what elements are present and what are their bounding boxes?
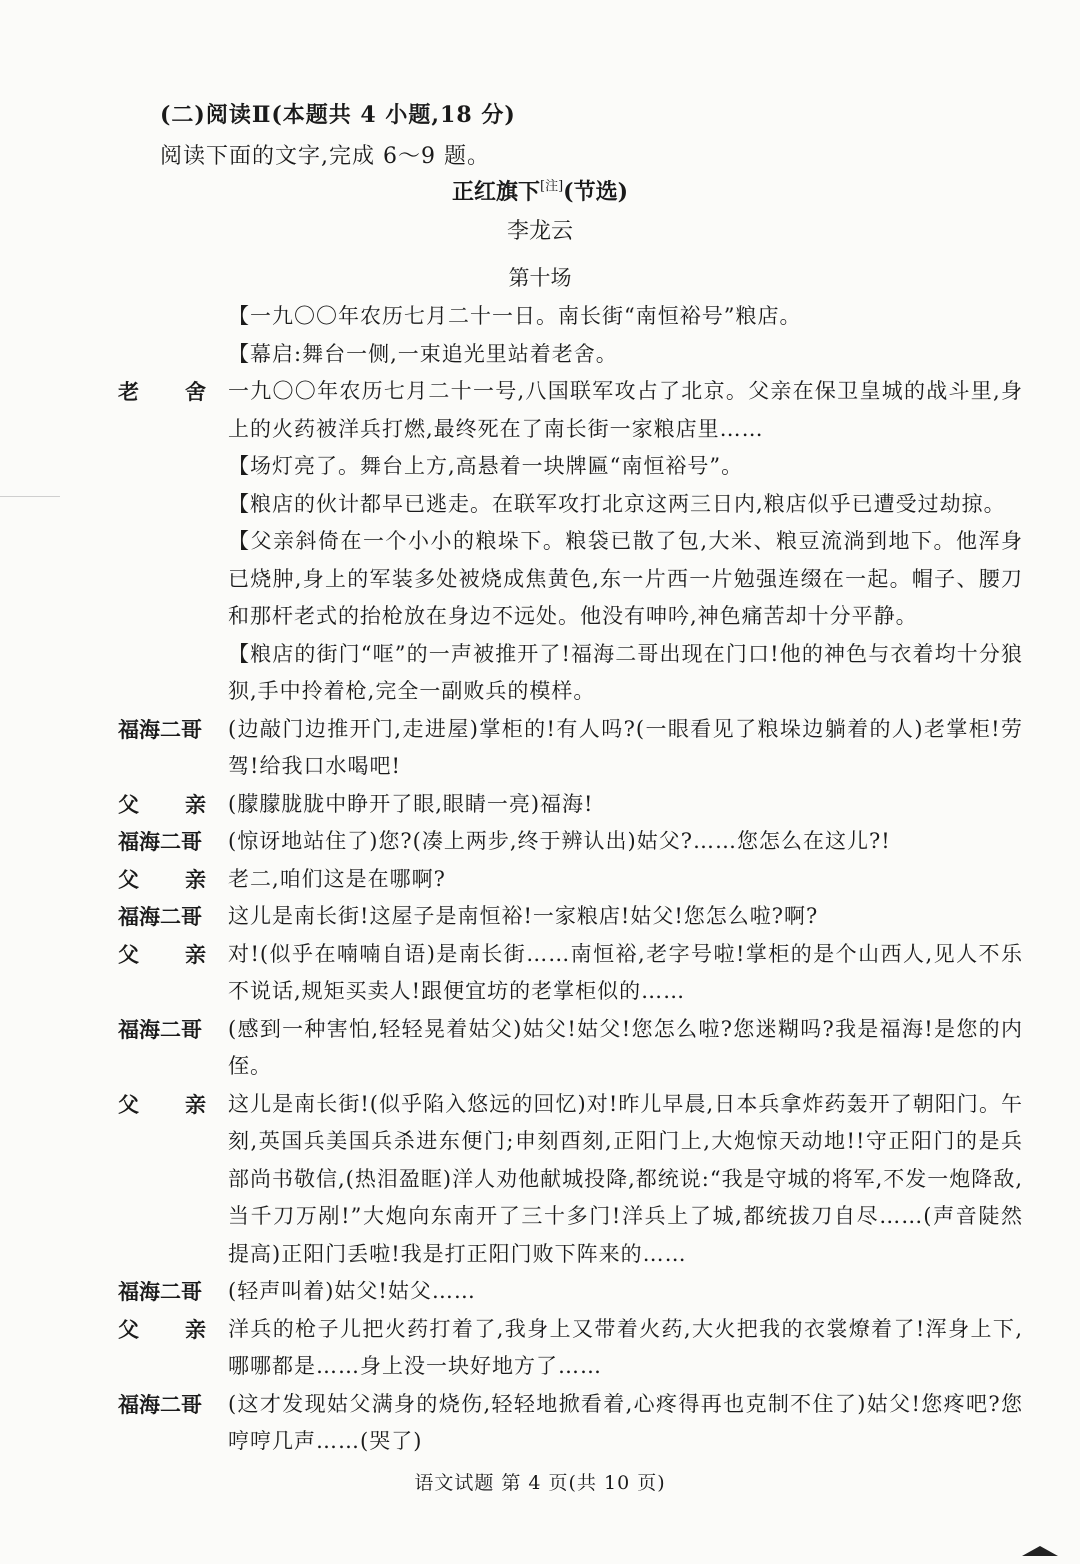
scan-edge-line	[0, 496, 60, 497]
dialogue-text: (感到一种害怕,轻轻晃着姑父)姑父!姑父!您怎么啦?您迷糊吗?我是福海!是您的内侄。	[228, 1016, 1023, 1078]
stage-direction	[118, 336, 1023, 374]
passage-title-main: 正红旗下	[452, 179, 541, 205]
dialogue-text: (朦朦胧胧中睁开了眼,眼睛一亮)福海!	[228, 791, 594, 816]
stage-direction	[118, 486, 1023, 524]
speaker-char: 亲	[185, 941, 206, 967]
dialogue-text: 洋兵的枪子儿把火药打着了,我身上又带着火药,大火把我的衣裳燎着了!浑身上下,哪哪都是……身上没一块好地方了……	[228, 1316, 1023, 1378]
speaker-char: 父	[118, 866, 139, 892]
dialogue-text: (惊讶地站住了)您?(凑上两步,终于辨认出)姑父?……您怎么在这儿?!	[228, 829, 891, 853]
passage-title-suffix: (节选)	[563, 179, 628, 205]
speaker-char: 老	[118, 379, 139, 404]
dialogue-text: 一九〇〇年农历七月二十一号,八国联军攻占了北京。父亲在保卫皇城的战斗里,身上的火药被洋兵打燃,最终死在了南长街一家粮店里……	[228, 379, 1023, 441]
speaker-char: 舍	[185, 379, 206, 404]
speaker-char: 父	[118, 941, 139, 967]
speaker-name: 福海二哥	[118, 829, 202, 854]
dialogue-line	[118, 1311, 1023, 1386]
speaker-char: 亲	[185, 1316, 206, 1342]
speaker-char: 父	[118, 791, 139, 817]
stage-direction-text: 【场灯亮了。舞台上方,高悬着一块牌匾“南恒裕号”。	[228, 454, 744, 478]
scan-corner-mark	[1022, 1546, 1058, 1556]
speaker-char: 父	[118, 1316, 139, 1342]
stage-direction	[118, 448, 1023, 486]
speaker-char: 亲	[185, 1091, 206, 1117]
dialogue-text: 老二,咱们这是在哪啊?	[228, 866, 446, 891]
dialogue-line	[118, 1386, 1023, 1461]
stage-direction-text: 【幕启:舞台一侧,一束追光里站着老舍。	[228, 341, 618, 366]
speaker-char: 父	[118, 1091, 139, 1117]
speaker-name: 福海二哥	[118, 716, 202, 742]
dialogue-text: 这儿是南长街!(似乎陷入悠远的回忆)对!昨儿早晨,日本兵拿炸药轰开了朝阳门。午刻,英国兵美国兵杀进东便门;申刻酉刻,正阳门上,大炮惊天动地!!守正阳门的是兵部尚书敬信,(热泪盈眶)洋人劝他献城投降,都统说:“我是守城的将军,不发一炮降敌,当千刀万剐!”大炮向东南开了三十多门!洋兵上了城,都统拔刀自尽……(声音陡然提高)正阳门丢啦!我是打正阳门败下阵来的……	[228, 1091, 1023, 1266]
speaker-name	[118, 786, 228, 824]
dialogue-line	[118, 898, 1023, 936]
dialogue-text: (边敲门边推开门,走进屋)掌柜的!有人吗?(一眼看见了粮垛边躺着的人)老掌柜!劳驾!给我口水喝吧!	[228, 716, 1023, 778]
speaker-char: 亲	[185, 866, 206, 892]
dialogue-line	[118, 711, 1023, 786]
dialogue-text: 这儿是南长街!这屋子是南恒裕!一家粮店!姑父!您怎么啦?啊?	[228, 904, 819, 928]
dialogue-line	[118, 861, 1023, 899]
stage-direction	[118, 298, 1023, 336]
dialogue-line	[118, 936, 1023, 1011]
dialogue-text: (这才发现姑父满身的烧伤,轻轻地掀看着,心疼得再也克制不住了)姑父!您疼吧?您哼哼几声……(哭了)	[228, 1391, 1023, 1453]
page-footer: 语文试题 第 4 页(共 10 页)	[414, 1472, 666, 1494]
stage-direction	[118, 636, 1023, 711]
stage-direction-text: 【粮店的伙计都早已逃走。在联军攻打北京这两三日内,粮店似乎已遭受过劫掠。	[228, 491, 1006, 516]
stage-direction-text: 【父亲斜倚在一个小小的粮垛下。粮袋已散了包,大米、粮豆流淌到地下。他浑身已烧肿,身上的军装多处被烧成焦黄色,东一片西一片勉强连缀在一起。帽子、腰刀和那杆老式的抬枪放在身边不远处。他没有呻吟,神色痛苦却十分平静。	[228, 529, 1023, 628]
dialogue-line	[118, 1086, 1023, 1274]
dialogue-line	[118, 823, 1023, 861]
dialogue-text: 对!(似乎在喃喃自语)是南长街……南恒裕,老字号啦!掌柜的是个山西人,见人不乐不说话,规矩买卖人!跟便宜坊的老掌柜似的……	[228, 941, 1023, 1003]
passage-title	[0, 175, 1080, 206]
stage-direction-text: 【一九〇〇年农历七月二十一日。南长街“南恒裕号”粮店。	[228, 304, 802, 328]
speaker-name: 福海二哥	[118, 904, 202, 929]
script-body	[118, 298, 1023, 1461]
passage-author: 李龙云	[506, 219, 573, 244]
dialogue-line	[118, 373, 1023, 448]
speaker-name: 福海二哥	[118, 1391, 202, 1417]
dialogue-line	[118, 1273, 1023, 1311]
speaker-name: 福海二哥	[118, 1016, 202, 1042]
speaker-char: 亲	[185, 791, 206, 817]
dialogue-line	[118, 1011, 1023, 1086]
stage-direction	[118, 523, 1023, 636]
section-title: (二)阅读Ⅱ(本题共 4 小题,18 分)	[160, 102, 516, 128]
scene-heading: 第十场	[508, 266, 572, 290]
footnote-mark: [注]	[540, 179, 564, 194]
speaker-name: 福海二哥	[118, 1279, 202, 1304]
speaker-name	[118, 861, 228, 899]
instruction-text: 阅读下面的文字,完成 6～9 题。	[160, 144, 490, 169]
stage-direction-text: 【粮店的街门“哐”的一声被推开了!福海二哥出现在门口!他的神色与衣着均十分狼狈,手中拎着枪,完全一副败兵的模样。	[228, 641, 1023, 703]
dialogue-line	[118, 786, 1023, 824]
speaker-name	[118, 373, 228, 411]
speaker-name	[118, 1311, 228, 1349]
dialogue-text: (轻声叫着)姑父!姑父……	[228, 1279, 476, 1303]
speaker-name	[118, 1086, 228, 1124]
speaker-name	[118, 936, 228, 974]
